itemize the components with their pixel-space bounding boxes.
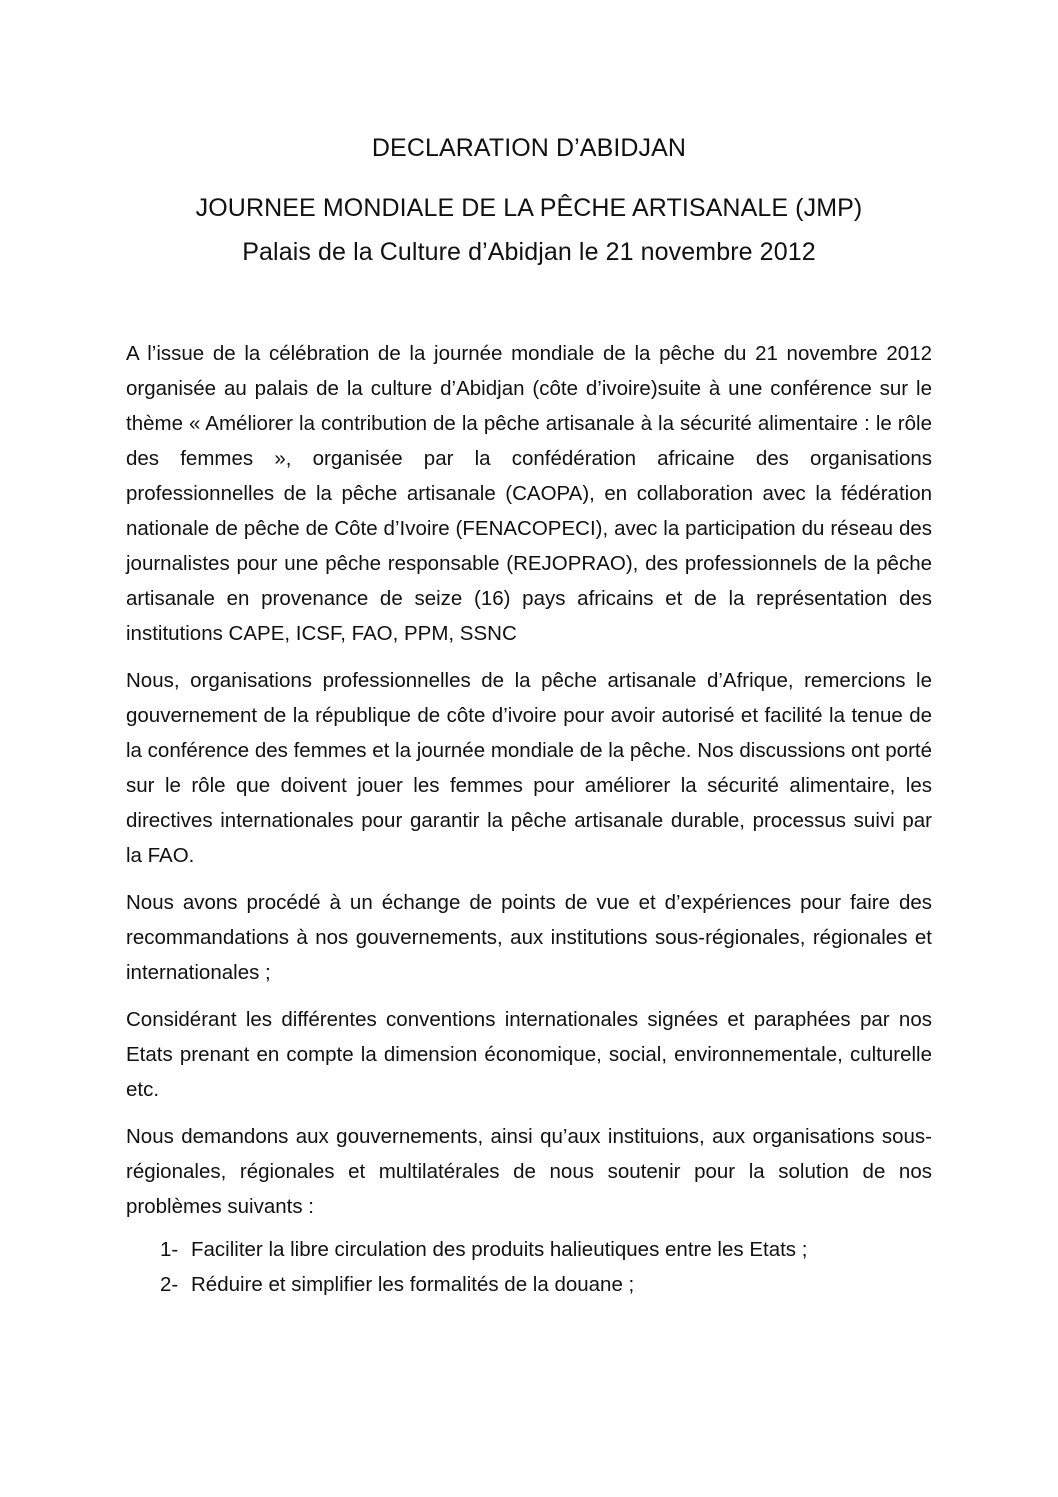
paragraph-thanks: Nous, organisations professionnelles de la pêche artisanale d’Afrique, remercions le gouvernement de la république de côte d’ivoire pour avoir autorisé et facilité la tenue de la conférence des femmes et la journée mondiale de la pêche. Nos discussions ont porté sur le rôle que doivent jouer les femmes pour améliorer la sécurité alimentaire, les directives internationales pour garantir la pêche artisanale durable, processus suivi par la FAO. xyxy=(126,669,932,867)
document-subtitle-venue-date: Palais de la Culture d’Abidjan le 21 novembre 2012 xyxy=(242,238,816,266)
document-title: DECLARATION D’ABIDJAN xyxy=(371,134,687,162)
paragraph-intro: A l’issue de la célébration de la journée mondiale de la pêche du 21 novembre 2012 organisée au palais de la culture d’Abidjan (côte d’ivoire)suite à une conférence sur le thème « Améliorer la contribution de la pêche artisanale à la sécurité alimentaire : le rôle des femmes », organisée par la confédération africaine des organisations professionnelles de la pêche artisanale (CAOPA), en collaboration avec la fédération nationale de pêche de Côte d’Ivoire (FENACOPECI), avec la participation du réseau des journalistes pour une pêche responsable (REJOPRAO), des professionnels de la pêche artisanale en provenance de seize (16) pays africains et de la représentation des institutions CAPE, ICSF, FAO, PPM, SSNC xyxy=(126,342,932,645)
document-body xyxy=(126,336,932,1302)
paragraph-exchange: Nous avons procédé à un échange de points de vue et d’expériences pour faire des recommandations à nos gouvernements, aux institutions sous-régionales, régionales et internationales ; xyxy=(126,891,932,984)
paragraph-requests: Nous demandons aux gouvernements, ainsi qu’aux instituions, aux organisations sous-régionales, régionales et multilatérales de nous soutenir pour la solution de nos problèmes suivants : xyxy=(126,1125,932,1218)
document-subtitle-event: JOURNEE MONDIALE DE LA PÊCHE ARTISANALE (JMP) xyxy=(195,194,863,222)
list-item-text: Faciliter la libre circulation des produits halieutiques entre les Etats ; xyxy=(191,1238,808,1261)
list-item-text: Réduire et simplifier les formalités de la douane ; xyxy=(191,1273,635,1296)
list-item xyxy=(126,1267,932,1302)
list-item-number: 1- xyxy=(160,1238,179,1261)
paragraph-conventions: Considérant les différentes conventions internationales signées et paraphées par nos Etats prenant en compte la dimension économique, social, environnementale, culturelle etc. xyxy=(126,1008,932,1101)
list-item xyxy=(126,1232,932,1267)
requests-list xyxy=(126,1232,932,1302)
list-item-number: 2- xyxy=(160,1273,179,1296)
